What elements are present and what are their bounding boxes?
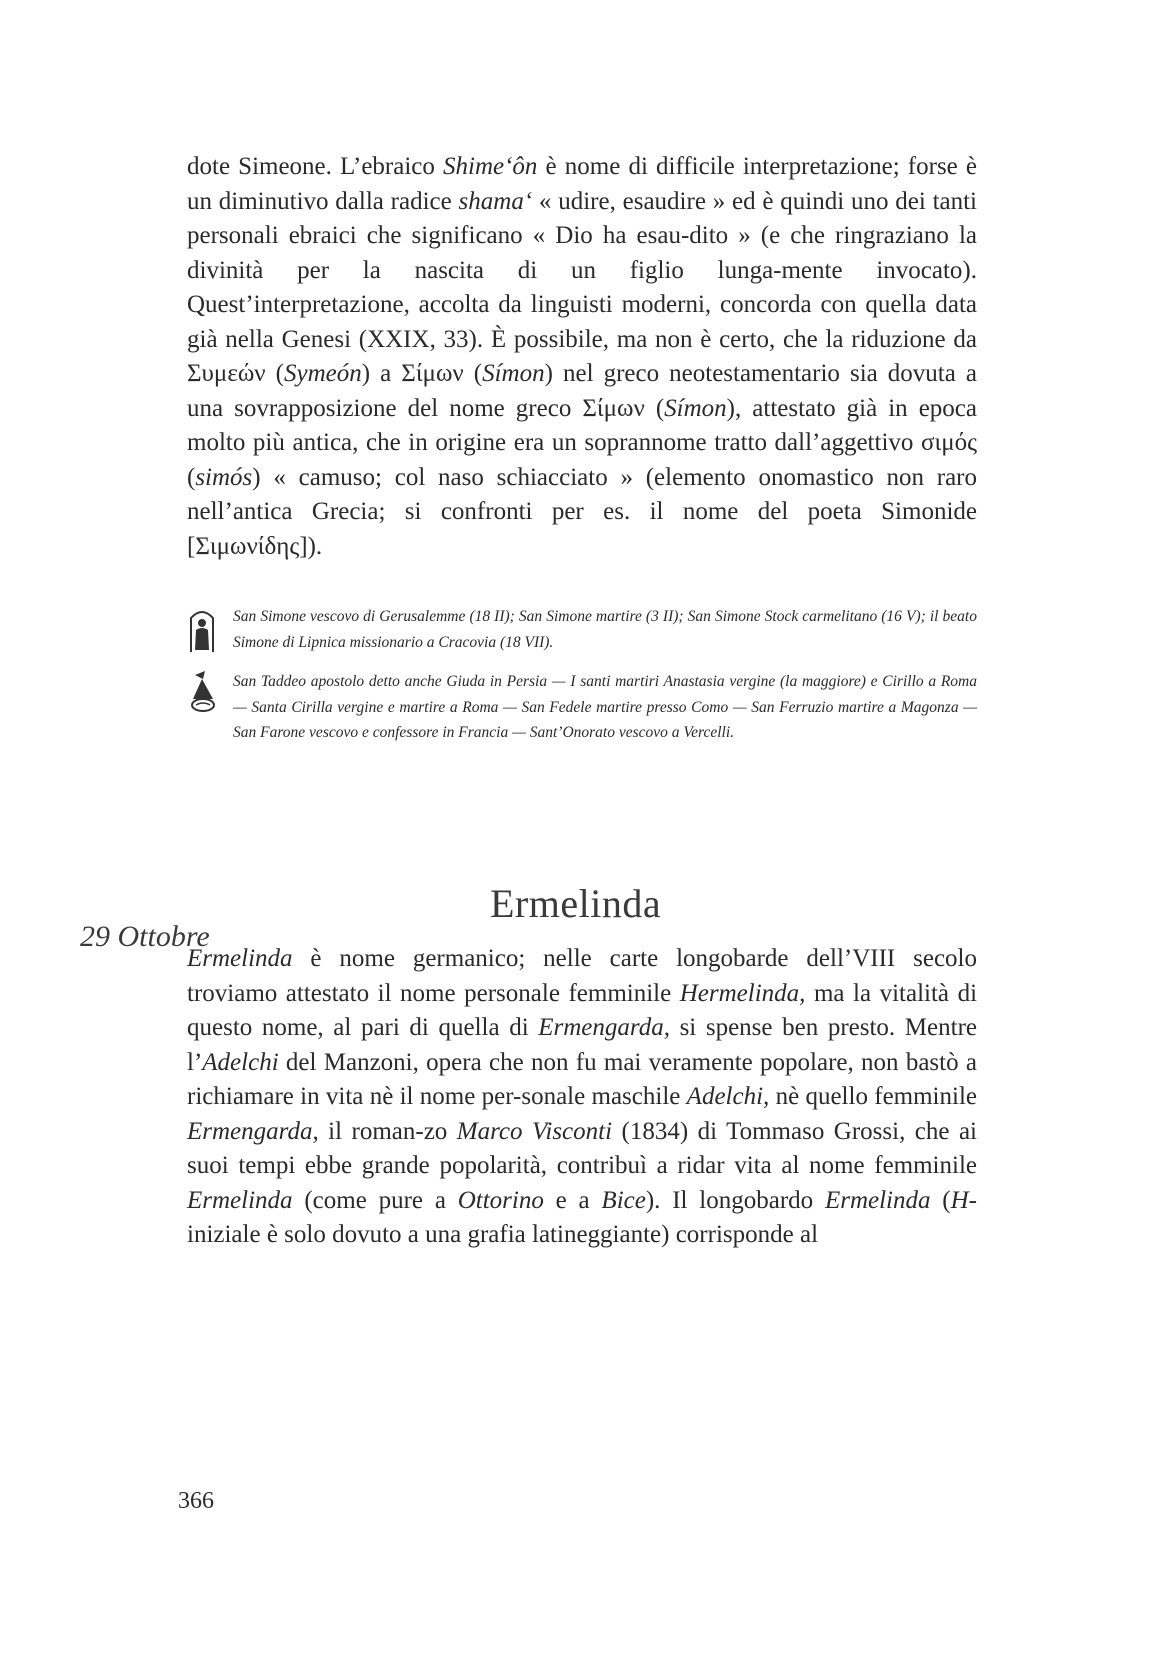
italic-term: Ermelinda: [824, 1186, 931, 1214]
italic-term: H-: [950, 1186, 978, 1214]
italic-term: Ermelinda: [187, 1186, 293, 1214]
text-run: ma la vitalità di questo nome, al pari di quella di: [187, 979, 978, 1041]
text-run: ) nel greco neotestamentario sia dovuta a una sovrapposizione del nome greco Σίμων (: [187, 360, 977, 422]
italic-term: shama‘: [458, 187, 533, 215]
italic-term: Ermengarda,: [538, 1014, 670, 1041]
note-saints-of-day-text: San Taddeo apostolo detto anche Giuda in Persia — I santi martiri Anastasia vergine (la maggiore) e Cirillo a Roma — Santa Cirilla vergine e martire a Roma — San Fedele martire presso Como — San Ferruzio martire a Magonza — San Farone vescovo e confessore in Francia — Sant’Onorato vescovo a Vercelli.: [233, 673, 977, 741]
text-run: ), attestato già in epoca molto più antica, che in origine era un soprannome tratto dall’aggettivo σιμός (: [187, 394, 977, 491]
entry-title: Ermelinda: [490, 881, 662, 926]
italic-term: Ottorino: [457, 1186, 544, 1214]
text-run: dote Simeone. L’ebraico: [187, 153, 444, 180]
italic-term: Bice: [601, 1186, 646, 1214]
text-run: è nome di difficile interpretazione; forse è un diminutivo dalla radice: [187, 153, 977, 215]
italic-term: Símon: [482, 360, 545, 387]
note-saints-of-day: [187, 669, 977, 746]
italic-term: Adelchi: [202, 1048, 279, 1076]
emblem-icon: [187, 669, 217, 715]
italic-term: Symeón: [283, 360, 362, 387]
page-number: 366: [178, 1488, 214, 1514]
text-run: (1834) di Tommaso Grossi, che ai suoi tempi ebbe grande popolarità, contribuì a ridar vita al nome femminile: [187, 1117, 977, 1179]
italic-term: Ermelinda: [187, 945, 293, 972]
italic-term: Marco Visconti: [456, 1117, 613, 1145]
text-run: (come pure a: [292, 1186, 458, 1214]
italic-term: Ermengarda,: [187, 1117, 319, 1145]
text-run: del Manzoni, opera che non fu mai veramente popolare, non bastò a richiamare in vita nè il nome per-sonale maschile: [187, 1048, 977, 1110]
italic-term: Símon: [664, 394, 727, 422]
text-run: iniziale è solo dovuto a una grafia latineggiante) corrisponde al: [187, 1221, 819, 1248]
italic-term: Hermelinda,: [679, 979, 806, 1007]
text-run: « udire, esaudire » ed è quindi uno dei tanti personali ebraici che significano « Dio ha esau-dito » (e che ringraziano la divinità per la nascita di un figlio lunga-mente invocato). Quest’interpretazione, accolta da linguisti moderni, concorda con quella data già nella Genesi (XXIX, 33). È possibile, ma non è certo, che la riduzione da Συμεών (: [187, 187, 977, 387]
italic-term: Shime‘ôn: [443, 153, 538, 180]
text-run: e a: [543, 1186, 602, 1214]
note-same-name-text: San Simone vescovo di Gerusalemme (18 II); San Simone martire (3 II); San Simone Stock carmelitano (16 V); il beato Simone di Lipnica missionario a Cracovia (18 VII).: [233, 608, 977, 651]
entry-date: 29 Ottobre: [80, 920, 210, 953]
text-run: (: [930, 1186, 951, 1214]
text-run: ) « camuso; col naso schiacciato » (elemento onomastico non raro nell’antica Grecia; si confronti per es. il nome del poeta Simonide [Σιμωνίδης]).: [187, 463, 977, 560]
paragraph-ermelinda-block: [187, 942, 977, 1253]
paragraph-ermelinda: [187, 942, 977, 1253]
italic-term: simós: [195, 463, 253, 491]
text-run: ). Il longobardo: [645, 1186, 825, 1214]
text-run: il roman-zo: [318, 1117, 457, 1145]
text-run: è nome germanico; nelle carte longobarde dell’VIII secolo troviamo attestato il nome personale femminile: [187, 945, 977, 1007]
text-run: si spense ben presto. Mentre l’: [187, 1014, 977, 1076]
paragraph-simone: [187, 150, 977, 564]
notes-block: [187, 604, 977, 746]
italic-term: Adelchi,: [686, 1083, 770, 1110]
paragraph-simone-block: [187, 150, 977, 564]
saint-figure-icon: [187, 606, 217, 652]
note-same-name: [187, 604, 977, 655]
text-run: nè quello femminile: [769, 1083, 977, 1110]
text-run: ) a Σίμων (: [361, 360, 483, 387]
